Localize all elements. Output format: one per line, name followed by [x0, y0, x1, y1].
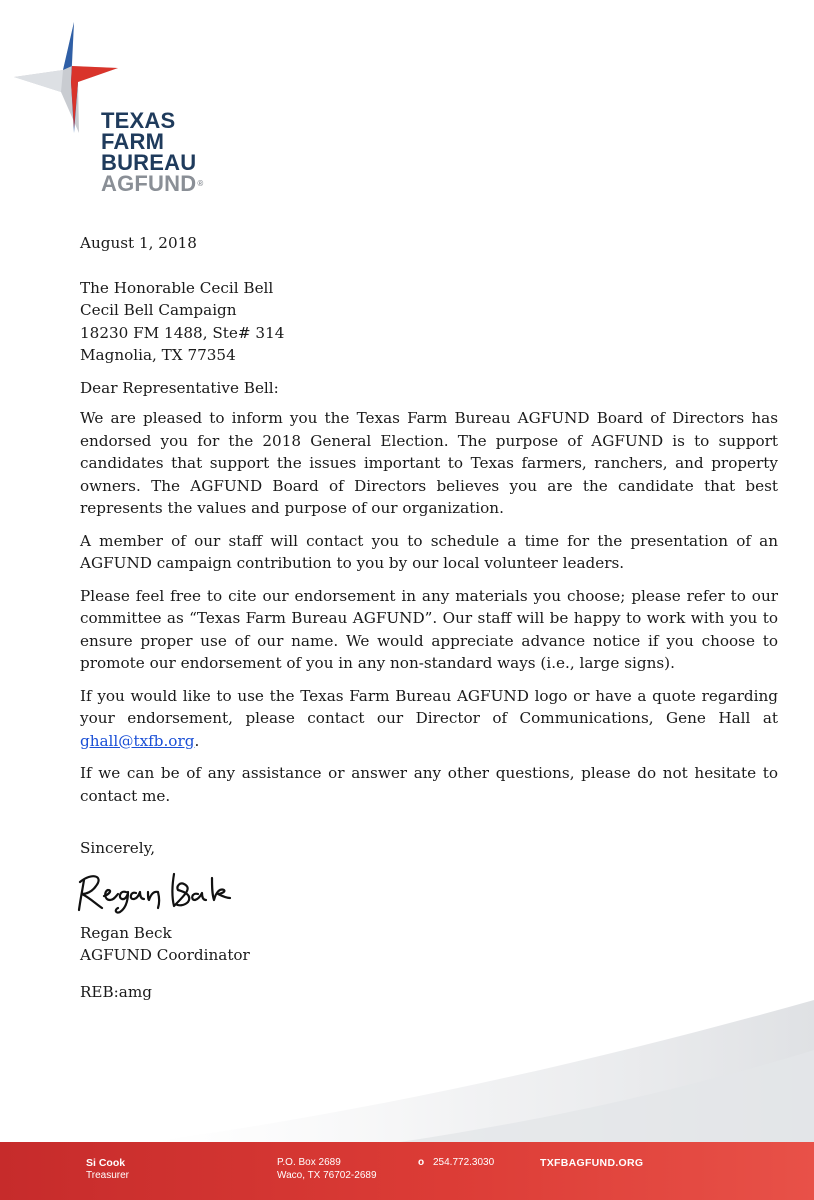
logo-agfund-text: AGFUND — [101, 171, 197, 196]
paragraph-contact-text: If you would like to use the Texas Farm Bureau AGFUND logo or have a quote regarding your endorsement, please contact our Director of Communications, Gene Hall at — [80, 686, 778, 727]
salutation: Dear Representative Bell: — [80, 378, 279, 397]
footer-address-line1: P.O. Box 2689 — [277, 1157, 341, 1168]
paragraph-usage: Please feel free to cite our endorsement in any materials you choose; please refer to our committee as “Texas Farm Bureau AGFUND”. Our staff will be happy to work with you to ensure proper use of our name. We would appreciate advance notice if you choose to promote our endorsement of you in any non-standard ways (i.e., large signs). — [80, 586, 778, 672]
footer-treasurer-role: Treasurer — [86, 1170, 129, 1181]
letter-date: August 1, 2018 — [80, 234, 197, 252]
paragraph-assistance: If we can be of any assistance or answer any other questions, please do not hesitate to contact me. — [80, 764, 778, 805]
paragraph-contribution: A member of our staff will contact you to schedule a time for the presentation of an AGFUND campaign contribution to you by our local volunteer leaders. — [80, 531, 778, 572]
footer-treasurer-name: Si Cook — [86, 1157, 126, 1169]
registered-mark: ® — [197, 179, 204, 188]
paragraph-contact-communications — [80, 685, 778, 753]
handwritten-signature-icon — [74, 868, 234, 914]
signer-block — [80, 922, 778, 967]
recipient-address — [80, 277, 778, 367]
letter-body — [80, 232, 778, 1003]
footer-phone-label: o — [418, 1157, 425, 1168]
logo-line-texas: TEXAS — [101, 108, 176, 133]
signer-name: Regan Beck — [80, 923, 172, 942]
logo-line-agfund — [101, 173, 203, 194]
recipient-line: Magnolia, TX 77354 — [80, 346, 236, 364]
footer-address-line2: Waco, TX 76702-2689 — [277, 1170, 377, 1181]
logo-line-farm: FARM — [101, 129, 165, 154]
recipient-line: The Honorable Cecil Bell — [80, 278, 274, 297]
logo-wordmark — [101, 110, 203, 194]
footer-swoosh-decoration-icon — [0, 990, 814, 1142]
closing: Sincerely, — [80, 839, 156, 857]
signer-title: AGFUND Coordinator — [80, 946, 250, 964]
logo-line-bureau: BUREAU — [101, 150, 197, 175]
paragraph-endorsement: We are pleased to inform you the Texas Farm Bureau AGFUND Board of Directors has endorsed you for the 2018 General Election. The purpose of AGFUND is to support candidates that support the issues important to Texas farmers, ranchers, and property owners. The AGFUND Board of Directors believes you are the candidate that best represents the values and purpose of our organization. — [80, 409, 778, 517]
footer-website-link[interactable]: TXFBAGFUND.ORG — [540, 1157, 644, 1169]
footer-bar — [0, 1142, 814, 1200]
email-suffix: . — [194, 731, 200, 750]
footer-phone: 254.772.3030 — [433, 1157, 495, 1168]
reference-initials: REB:amg — [80, 982, 152, 1001]
recipient-line: 18230 FM 1488, Ste# 314 — [80, 323, 285, 342]
recipient-line: Cecil Bell Campaign — [80, 301, 237, 319]
email-link[interactable]: ghall@txfb.org — [80, 731, 195, 750]
